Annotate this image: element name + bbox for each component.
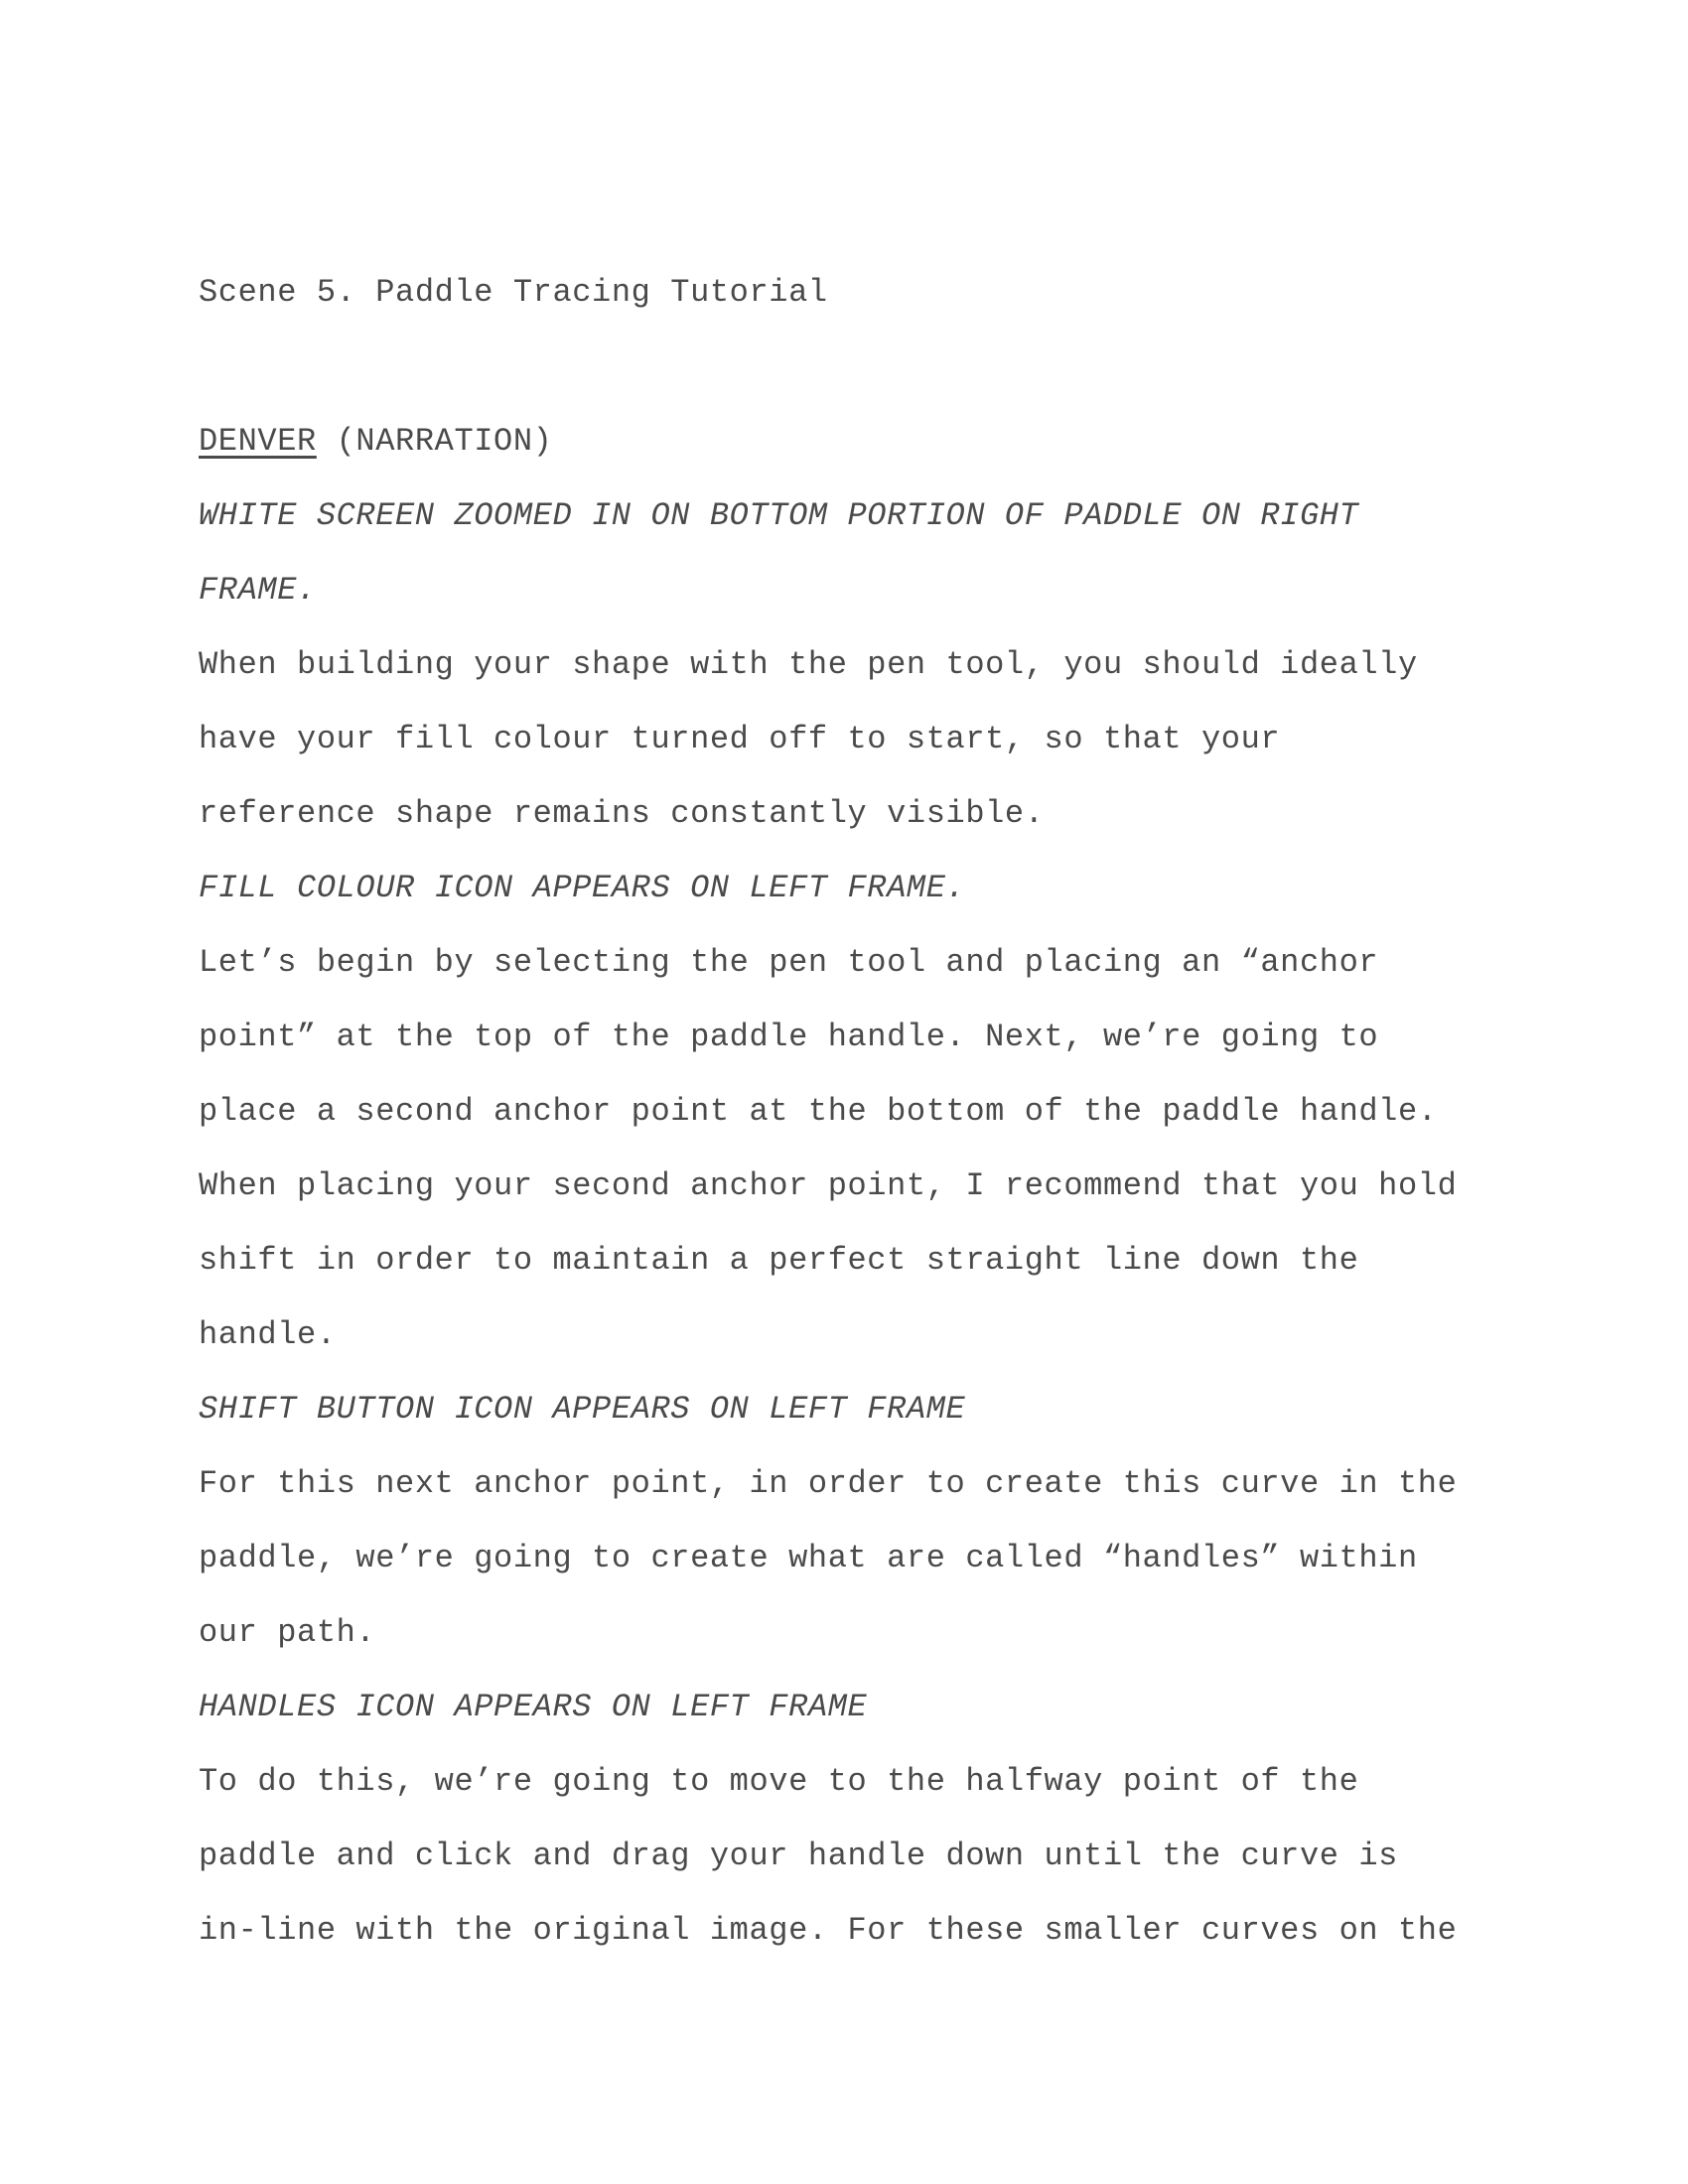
speaker-name: DENVER — [199, 423, 317, 460]
stage-direction: FRAME. — [199, 572, 317, 609]
stage-direction: FILL COLOUR ICON APPEARS ON LEFT FRAME. — [199, 870, 966, 906]
speaker-line — [199, 422, 552, 462]
narration-line: To do this, we’re going to move to the halfway point of the — [199, 1763, 1359, 1800]
stage-direction: SHIFT BUTTON ICON APPEARS ON LEFT FRAME — [199, 1391, 966, 1428]
narration-line: When placing your second anchor point, I recommend that you hold — [199, 1167, 1458, 1204]
narration-line: When building your shape with the pen tool, you should ideally — [199, 646, 1418, 683]
narration-line: in-line with the original image. For these smaller curves on the — [199, 1912, 1458, 1949]
narration-line: reference shape remains constantly visible. — [199, 795, 1045, 832]
stage-direction: WHITE SCREEN ZOOMED IN ON BOTTOM PORTION OF PADDLE ON RIGHT — [199, 497, 1359, 534]
narration-line: Let’s begin by selecting the pen tool and placing an “anchor — [199, 944, 1379, 981]
narration-line: paddle and click and drag your handle down until the curve is — [199, 1838, 1398, 1874]
narration-line: place a second anchor point at the bottom of the paddle handle. — [199, 1093, 1438, 1130]
narration-line: point” at the top of the paddle handle. Next, we’re going to — [199, 1019, 1379, 1055]
narration-line: shift in order to maintain a perfect straight line down the — [199, 1242, 1359, 1279]
narration-line: have your fill colour turned off to start, so that your — [199, 721, 1281, 757]
narration-line: For this next anchor point, in order to create this curve in the — [199, 1465, 1458, 1502]
narration-line: paddle, we’re going to create what are called “handles” within — [199, 1540, 1418, 1576]
narration-line: our path. — [199, 1614, 376, 1651]
scene-title: Scene 5. Paddle Tracing Tutorial — [199, 274, 828, 311]
narration-line: handle. — [199, 1316, 337, 1353]
stage-direction: HANDLES ICON APPEARS ON LEFT FRAME — [199, 1689, 868, 1725]
speaker-note: (NARRATION) — [316, 423, 553, 460]
